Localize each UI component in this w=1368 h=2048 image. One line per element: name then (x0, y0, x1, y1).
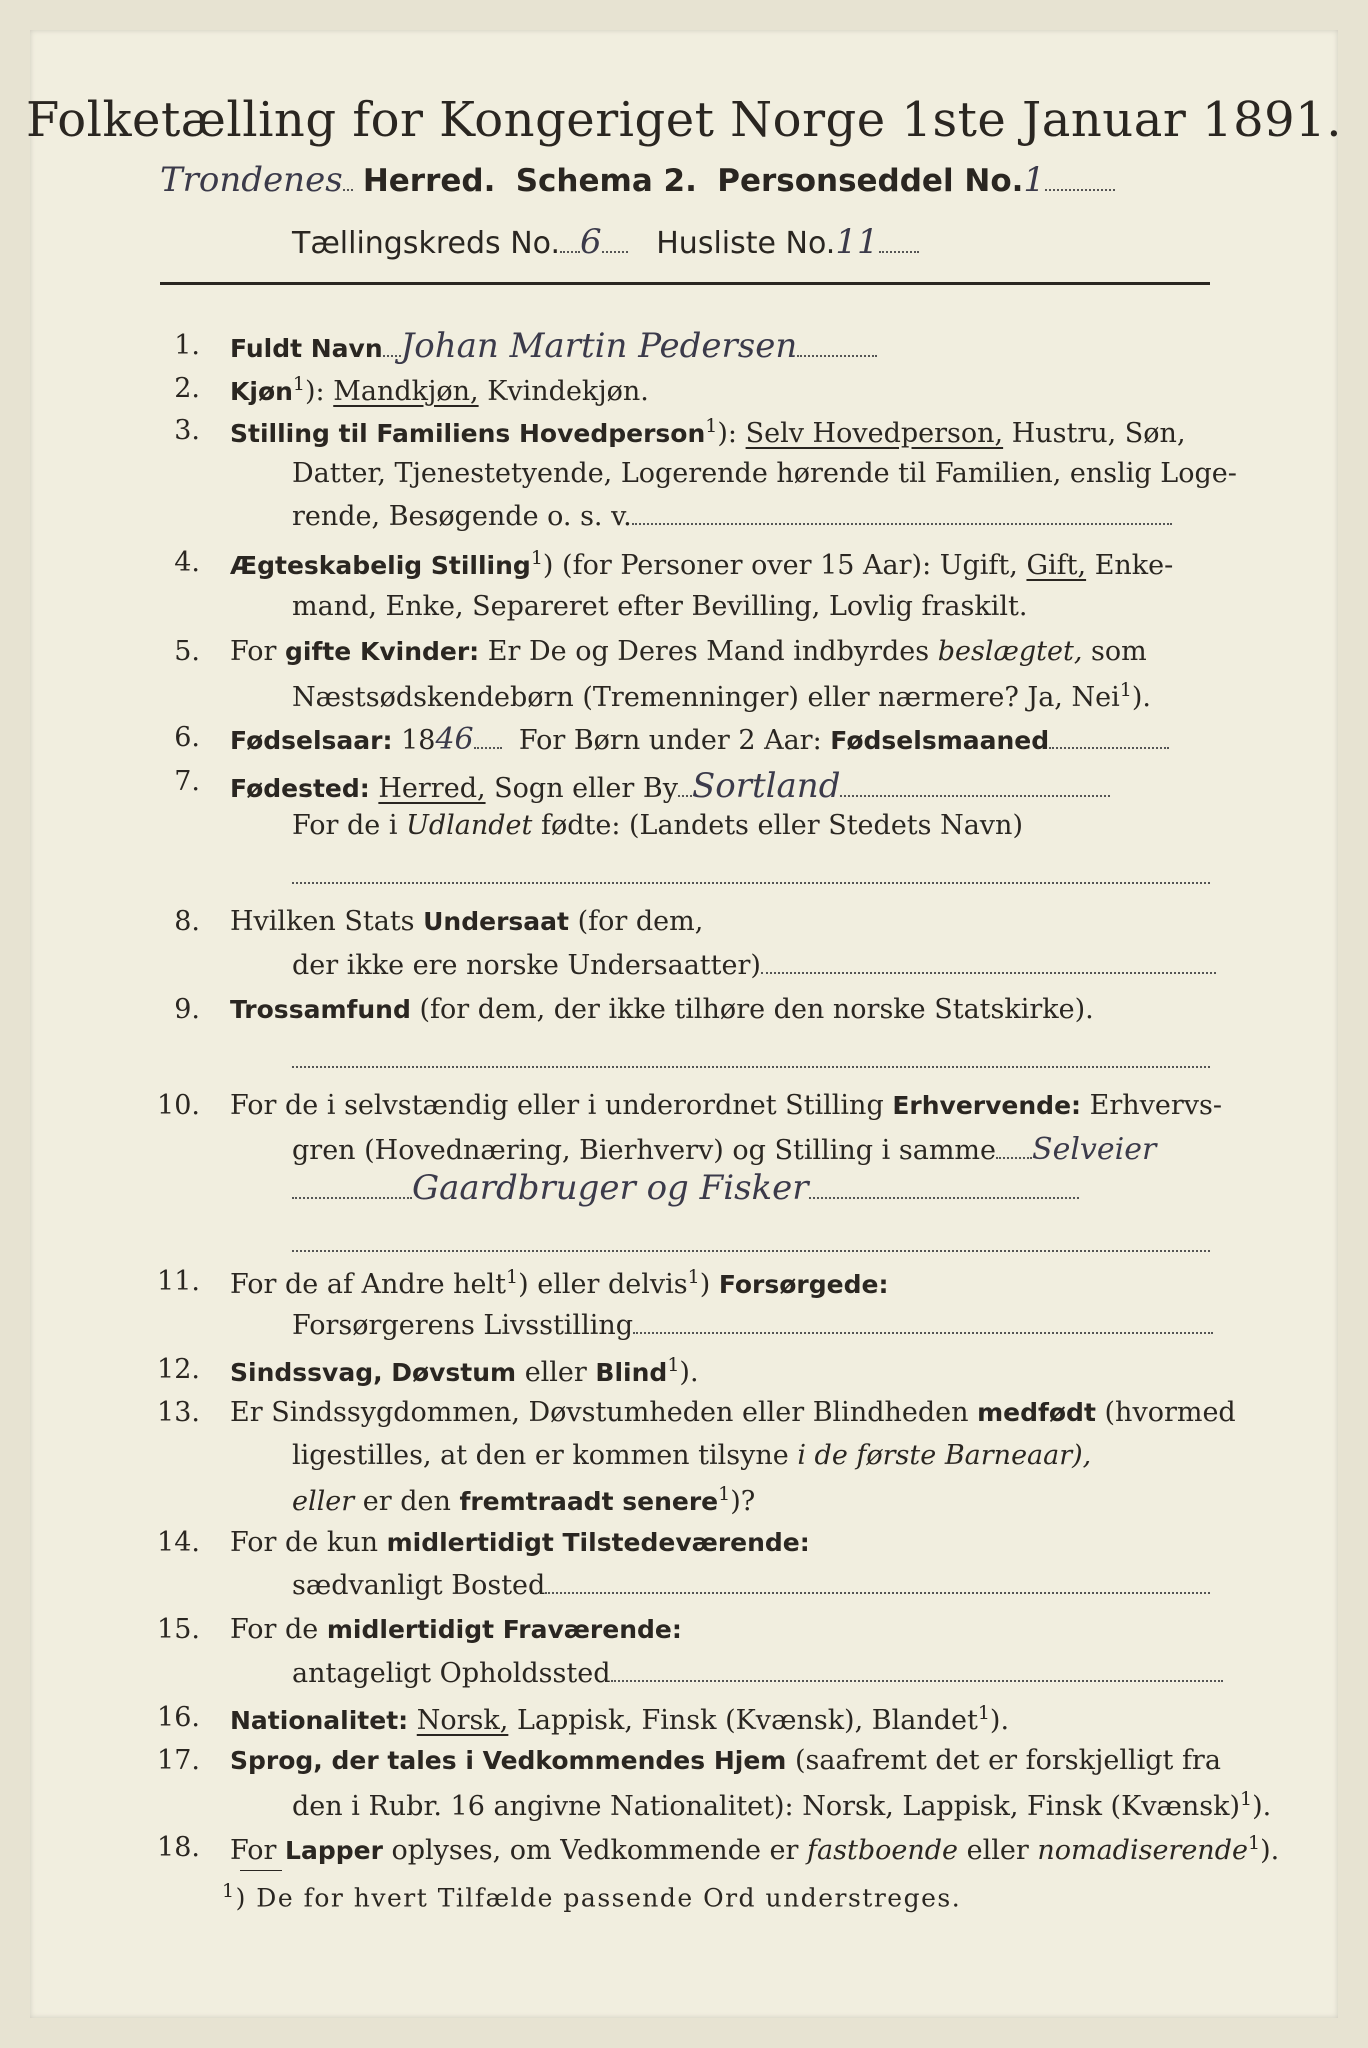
position-options-cont: Datter, Tjenestetyende, Logerende hørende til Familien, enslig Loge- (292, 458, 1237, 489)
footnote-mark: 1 (977, 1702, 990, 1724)
presumed-residence-text: antageligt Opholdssted (292, 1658, 611, 1689)
kreds-row (292, 222, 919, 262)
or-italic: eller (292, 1486, 355, 1517)
religion-text: (for dem, der ikke tilhøre den norske Statskirke). (419, 994, 1094, 1025)
later-text: er den (362, 1486, 451, 1517)
item-number: 7. (174, 766, 200, 797)
temp-present-row-2 (292, 1570, 1210, 1601)
item-3: Stilling til Familiens Hovedperson$^1$): Selv Hovedperson, Hustru, Søn, (230, 415, 1186, 449)
footnote-mark: 1 (705, 415, 718, 437)
birthplace-options: Sogn eller By (494, 773, 678, 804)
footnote-mark: 1 (667, 1354, 680, 1376)
usual-residence-text: sædvanligt Bosted (292, 1570, 546, 1601)
married-women-prefix: For (230, 636, 277, 667)
temp-present-label: midlertidigt Tilstedeværende: (386, 1528, 810, 1557)
item-number: 10. (157, 1090, 200, 1121)
citizenship-text-end: (for dem, (577, 906, 704, 937)
herred-label: Herred. (362, 163, 496, 199)
item-number: 5. (174, 636, 200, 667)
married-women-text: Er De og Deres Mand indbyrdes (487, 636, 930, 667)
or-word: eller (524, 1357, 587, 1388)
occupation-text: For de i selvstændig eller i underordnet Stilling (230, 1090, 884, 1121)
lapp-label: Lapper (285, 1836, 383, 1865)
abroad-row (292, 810, 1023, 841)
footnote-divider (240, 1870, 282, 1871)
congenital-text-end: (hvormed (1104, 1397, 1236, 1428)
support-label: Forsørgede: (718, 1270, 889, 1299)
sex-label: Kjøn (230, 377, 293, 406)
position-label: Stilling til Familiens Hovedperson (230, 419, 706, 448)
herred-value: Trondenes (160, 160, 343, 200)
position-options-end (292, 501, 1172, 532)
footnote-mark: 1 (530, 547, 543, 569)
nationality-options: Lappisk, Finsk (Kvænsk), Blandet (516, 1705, 978, 1736)
birth-month-text: For Børn under 2 Aar: (518, 725, 822, 756)
footnote-mark: 1 (292, 373, 306, 395)
footnote-mark: 1 (1247, 1832, 1261, 1854)
full-name-value: Johan Martin Pedersen (400, 326, 798, 366)
marital-text-end: Enke- (1094, 550, 1174, 581)
congenital-row-2 (292, 1440, 1091, 1471)
item-8 (230, 906, 703, 937)
insane-label: Sindssvag, (230, 1358, 383, 1387)
herred-row (160, 160, 1115, 200)
abroad-word: Udlandet (406, 810, 533, 841)
birthplace-value: Sortland (691, 766, 841, 806)
sex-female-option: Kvindekjøn. (487, 376, 649, 407)
birth-year-label: Fødselsaar: (230, 726, 393, 755)
item-number: 6. (174, 722, 200, 753)
blind-label: Blind (595, 1358, 668, 1387)
kreds-value: 6 (580, 222, 602, 262)
item-number: 1. (174, 330, 200, 361)
item-number: 17. (157, 1745, 200, 1776)
birth-year-prefix: 18 (401, 725, 436, 756)
nomadic-word: nomadiserende (1037, 1835, 1248, 1866)
congenital-text: Er Sindssygdommen, Døvstumheden eller Blindheden (230, 1397, 969, 1428)
occupation-row-3 (292, 1168, 1079, 1208)
item-16: Nationalitet: Norsk, Lappisk, Finsk (Kvænsk), Blandet$^1$). (230, 1702, 1010, 1736)
married-women-label: gifte Kvinder: (285, 637, 480, 666)
congenital-row-3: eller er den fremtraadt senere$^1$)? (292, 1483, 756, 1517)
item-2: Kjøn$^1$): Mandkjøn, Kvindekjøn. (230, 373, 649, 407)
married-women-question: Næstsødskendebørn (Tremenninger) eller nærmere? Ja, Nei (292, 682, 1120, 713)
footnote-mark: 1 (1240, 1788, 1253, 1810)
kreds-label: Tællingskreds No. (292, 226, 560, 261)
marital-text: (for Personer over 15 Aar): Ugift, (562, 550, 1018, 581)
item-number: 4. (174, 547, 200, 578)
position-text: rende, Besøgende o. s. v. (292, 501, 632, 532)
childhood-phrase: i de første Barneaar), (797, 1440, 1092, 1471)
support-row-2 (292, 1310, 1213, 1341)
language-options: den i Rubr. 16 angivne Nationalitet): Norsk, Lappisk, Finsk (Kvænsk) (292, 1791, 1241, 1822)
occupation-blank (292, 1228, 1210, 1259)
marital-label: Ægteskabelig Stilling (230, 551, 531, 580)
citizenship-row-2 (292, 950, 1216, 981)
item-number: 12. (157, 1354, 200, 1385)
footnote-mark: 1 (222, 1880, 236, 1902)
item-6 (230, 722, 1169, 757)
settled-word: fastboende (807, 1835, 958, 1866)
full-name-label: Fuldt Navn (230, 334, 383, 363)
schema-label: Schema 2. (515, 163, 697, 199)
birthplace-label: Fødested: (230, 774, 370, 803)
religion-blank (292, 1044, 1210, 1075)
position-head-option: Selv Hovedperson, (745, 418, 1004, 449)
form-title: Folketælling for Kongeriget Norge 1ste Januar 1891. (26, 92, 1342, 148)
language-row-2: den i Rubr. 16 angivne Nationalitet): Norsk, Lappisk, Finsk (Kvænsk)$^1$). (292, 1788, 1272, 1822)
deafmute-label: Døvstum (391, 1358, 517, 1387)
temp-absent-label: midlertidigt Fraværende: (326, 1615, 682, 1644)
occupation-text-cont: gren (Hovednæring, Bierhverv) og Stilling i samme (292, 1135, 997, 1166)
item-number: 8. (174, 906, 200, 937)
position-options: Hustru, Søn, (1011, 418, 1186, 449)
nationality-label: Nationalitet: (230, 1706, 409, 1735)
footnote-mark: 1 (687, 1266, 700, 1288)
occupation-text-end: Erhvervs- (1089, 1090, 1223, 1121)
item-1 (230, 326, 877, 366)
language-label: Sprog, der tales i Vedkommendes Hjem (230, 1746, 787, 1775)
item-11: For de af Andre helt$^1$) eller delvis$^1$) Forsørgede: (230, 1266, 889, 1300)
item-15 (230, 1614, 682, 1645)
footnote-mark: 1 (506, 1266, 519, 1288)
item-number: 2. (174, 373, 200, 404)
footnote-mark: 1 (1119, 679, 1132, 701)
sex-male-option: Mandkjøn, (333, 376, 479, 407)
item-12: Sindssvag, Døvstum eller Blind$^1$). (230, 1354, 699, 1388)
item-7 (230, 766, 1110, 806)
occupation-label: Erhvervende: (892, 1091, 1082, 1120)
item-number: 13. (157, 1397, 200, 1428)
occupation-row-2 (292, 1132, 1156, 1167)
citizenship-text-cont: der ikke ere norske Undersaatter) (292, 950, 761, 981)
citizenship-text: Hvilken Stats (230, 906, 415, 937)
congenital-text-cont: ligestilles, at den er kommen tilsyne (292, 1440, 789, 1471)
husliste-value: 11 (835, 222, 879, 262)
married-women-cont: Næstsødskendebørn (Tremenninger) eller nærmere? Ja, Nei$^1$). (292, 679, 1151, 713)
item-5 (230, 636, 1147, 667)
footnote-mark: 1 (718, 1483, 731, 1505)
abroad-prefix: For de i (292, 810, 398, 841)
personseddel-label: Personseddel No. (717, 163, 1024, 199)
footnote: $^1$) De for hvert Tilfælde passende Ord understreges. (222, 1880, 962, 1913)
supporter-text: Forsørgerens Livsstilling (292, 1310, 634, 1341)
temp-absent-text: For de (230, 1614, 319, 1645)
footnote-text: De for hvert Tilfælde passende Ord understreges. (256, 1883, 962, 1913)
item-number: 16. (157, 1702, 200, 1733)
religion-label: Trossamfund (230, 995, 411, 1024)
birth-month-label: Fødselsmaaned (830, 726, 1050, 755)
item-number: 3. (174, 415, 200, 446)
nationality-norsk-option: Norsk, (416, 1705, 509, 1736)
lapp-prefix: For (230, 1835, 277, 1866)
item-number: 14. (157, 1527, 200, 1558)
personseddel-value: 1 (1023, 160, 1046, 200)
item-number: 9. (174, 994, 200, 1025)
item-number: 15. (157, 1614, 200, 1645)
item-number: 18. (157, 1832, 200, 1863)
item-14 (230, 1527, 810, 1558)
item-4: Ægteskabelig Stilling$^1$) (for Personer over 15 Aar): Ugift, Gift, Enke- (230, 547, 1174, 581)
abroad-text: fødte: (Landets eller Stedets Navn) (540, 810, 1023, 841)
occupation-value-1: Selveier (1032, 1132, 1157, 1167)
citizenship-label: Undersaat (423, 907, 569, 936)
lapp-text: oplyses, om Vedkommende er (391, 1835, 799, 1866)
temp-present-text: For de kun (230, 1527, 378, 1558)
occupation-value-2: Gaardbruger og Fisker (412, 1168, 809, 1208)
header-rule (160, 282, 1210, 285)
birthplace-herred-option: Herred, (378, 773, 486, 804)
abroad-blank (292, 860, 1210, 891)
item-number: 11. (157, 1266, 200, 1297)
item-9 (230, 994, 1094, 1025)
support-text-2: eller delvis (537, 1269, 688, 1300)
item-18: For Lapper oplyses, om Vedkommende er fastboende eller nomadiserende$^1$). (230, 1832, 1280, 1866)
birth-year-value: 46 (435, 722, 474, 757)
item-13 (230, 1397, 1236, 1428)
married-women-text-end: som (1091, 636, 1147, 667)
marital-married-option: Gift, (1026, 550, 1087, 581)
related-word: beslægtet, (937, 636, 1083, 667)
congenital-label: medfødt (977, 1398, 1096, 1427)
later-label: fremtraadt senere (459, 1487, 719, 1516)
item-17 (230, 1745, 1221, 1776)
or-word: eller (966, 1835, 1029, 1866)
husliste-label: Husliste No. (656, 226, 836, 261)
marital-options-cont: mand, Enke, Separeret efter Bevilling, Lovlig fraskilt. (292, 591, 1028, 622)
language-text: (saafremt det er forskjelligt fra (794, 1745, 1221, 1776)
support-text: For de af Andre helt (230, 1269, 507, 1300)
temp-absent-row-2 (292, 1658, 1223, 1689)
item-10 (230, 1090, 1222, 1121)
